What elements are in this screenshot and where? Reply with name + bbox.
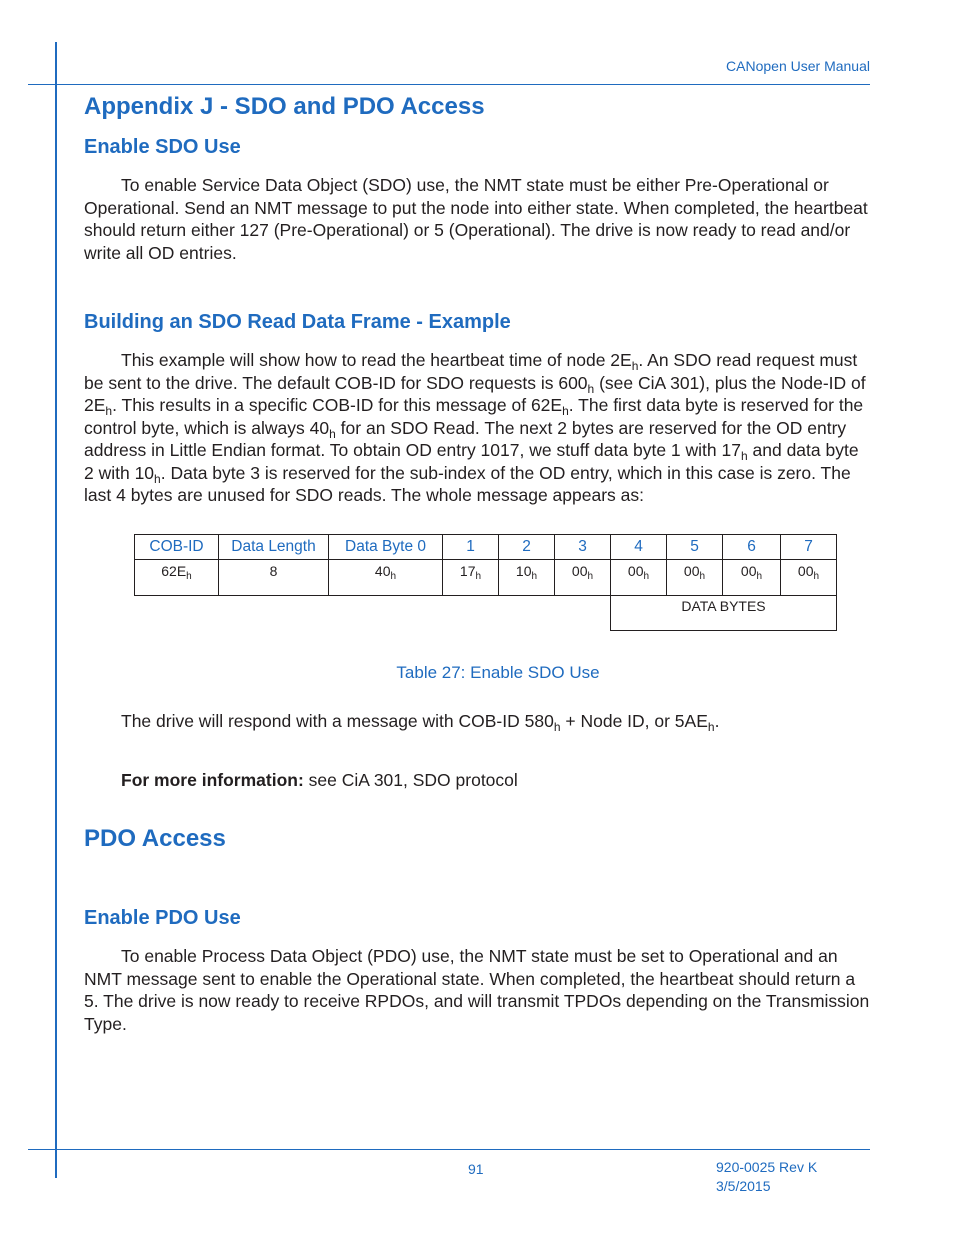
- table-header-cell: 1: [443, 535, 499, 560]
- table-header-cell: COB-ID: [135, 535, 219, 560]
- more-info-label: For more information:: [121, 770, 304, 790]
- appendix-title: Appendix J - SDO and PDO Access: [84, 93, 485, 120]
- table-value-cell: $00_h$: [555, 560, 611, 596]
- page-number: 91: [468, 1161, 484, 1177]
- table-header-cell: Data Byte 0: [329, 535, 443, 560]
- table-caption: Table 27: Enable SDO Use: [396, 663, 600, 682]
- table-value-cell: $00_h$: [611, 560, 667, 596]
- table-value-cell: $62E_h$: [135, 560, 219, 596]
- table-header-cell: 2: [499, 535, 555, 560]
- enable-sdo-heading: Enable SDO Use: [84, 136, 241, 158]
- doc-date: 3/5/2015: [716, 1178, 771, 1194]
- read-frame-heading: Building an SDO Read Data Frame - Example: [84, 311, 511, 333]
- table-value-cell: $00_h$: [723, 560, 781, 596]
- pdo-access-title: PDO Access: [84, 825, 226, 852]
- doc-number: 920-0025 Rev K: [716, 1159, 818, 1175]
- table-header-cell: 7: [781, 535, 837, 560]
- table-value-cell: $10_h$: [499, 560, 555, 596]
- data-bytes-row: [135, 596, 837, 631]
- table-value-cell: $40_h$: [329, 560, 443, 596]
- table-header-cell: 6: [723, 535, 781, 560]
- read-frame-paragraph: This example will show how to read the heartbeat time of node $2E_h$. An SDO read request must be sent to the drive. The default COB-ID for SDO requests is $600_h$ (see CiA 301), plus the Node-ID of $2E_h$. This results in a specific COB-ID for this message of $62E_h$. The first data byte is reserved for the control byte, which is always $40_h$ for an SDO Read. The next 2 bytes are reserved for the OD entry address in Little Endian format. To obtain OD entry 1017, we stuff data byte 1 with $17_h$ and data byte 2 with $10_h$. Data byte 3 is reserved for the sub-index of the OD entry, which in this case is zero. The last 4 bytes are unused for SDO reads. The whole message appears as:: [84, 350, 866, 505]
- footer-rule: [28, 1149, 870, 1150]
- left-margin-rule: [55, 42, 57, 1178]
- running-header: CANopen User Manual: [726, 58, 870, 74]
- table-header-row: [135, 535, 837, 560]
- table-spacer-cell: [135, 596, 611, 631]
- table-header-cell: 4: [611, 535, 667, 560]
- table-value-cell: 8: [219, 560, 329, 596]
- data-bytes-label: DATA BYTES: [611, 596, 837, 631]
- sdo-frame-table: [134, 534, 837, 631]
- enable-pdo-heading: Enable PDO Use: [84, 907, 241, 929]
- response-paragraph: The drive will respond with a message with COB-ID $580_h$ + Node ID, or $5AE_h$.: [121, 711, 720, 734]
- more-info-paragraph: For more information: see CiA 301, SDO protocol: [121, 770, 518, 790]
- enable-pdo-paragraph: To enable Process Data Object (PDO) use, the NMT state must be set to Operational and an NMT message sent to enable the Operational state. When completed, the heartbeat should return a 5. The drive is now ready to receive RPDOs, and will transmit TPDOs depending on the Transmission Type.: [84, 946, 870, 1034]
- table-header-cell: Data Length: [219, 535, 329, 560]
- table-value-cell: $17_h$: [443, 560, 499, 596]
- header-rule: [28, 84, 870, 85]
- table-value-cell: $00_h$: [781, 560, 837, 596]
- document-revision: [716, 1158, 817, 1196]
- table-header-cell: 3: [555, 535, 611, 560]
- enable-sdo-paragraph: To enable Service Data Object (SDO) use, the NMT state must be either Pre-Operational or Operational. Send an NMT message to put the node into either state. When completed, the heartbeat should return either 127 (Pre-Operational) or 5 (Operational). The drive is now ready to read and/or write all OD entries.: [84, 175, 868, 263]
- table-value-row: [135, 560, 837, 596]
- table-header-cell: 5: [667, 535, 723, 560]
- table-value-cell: $00_h$: [667, 560, 723, 596]
